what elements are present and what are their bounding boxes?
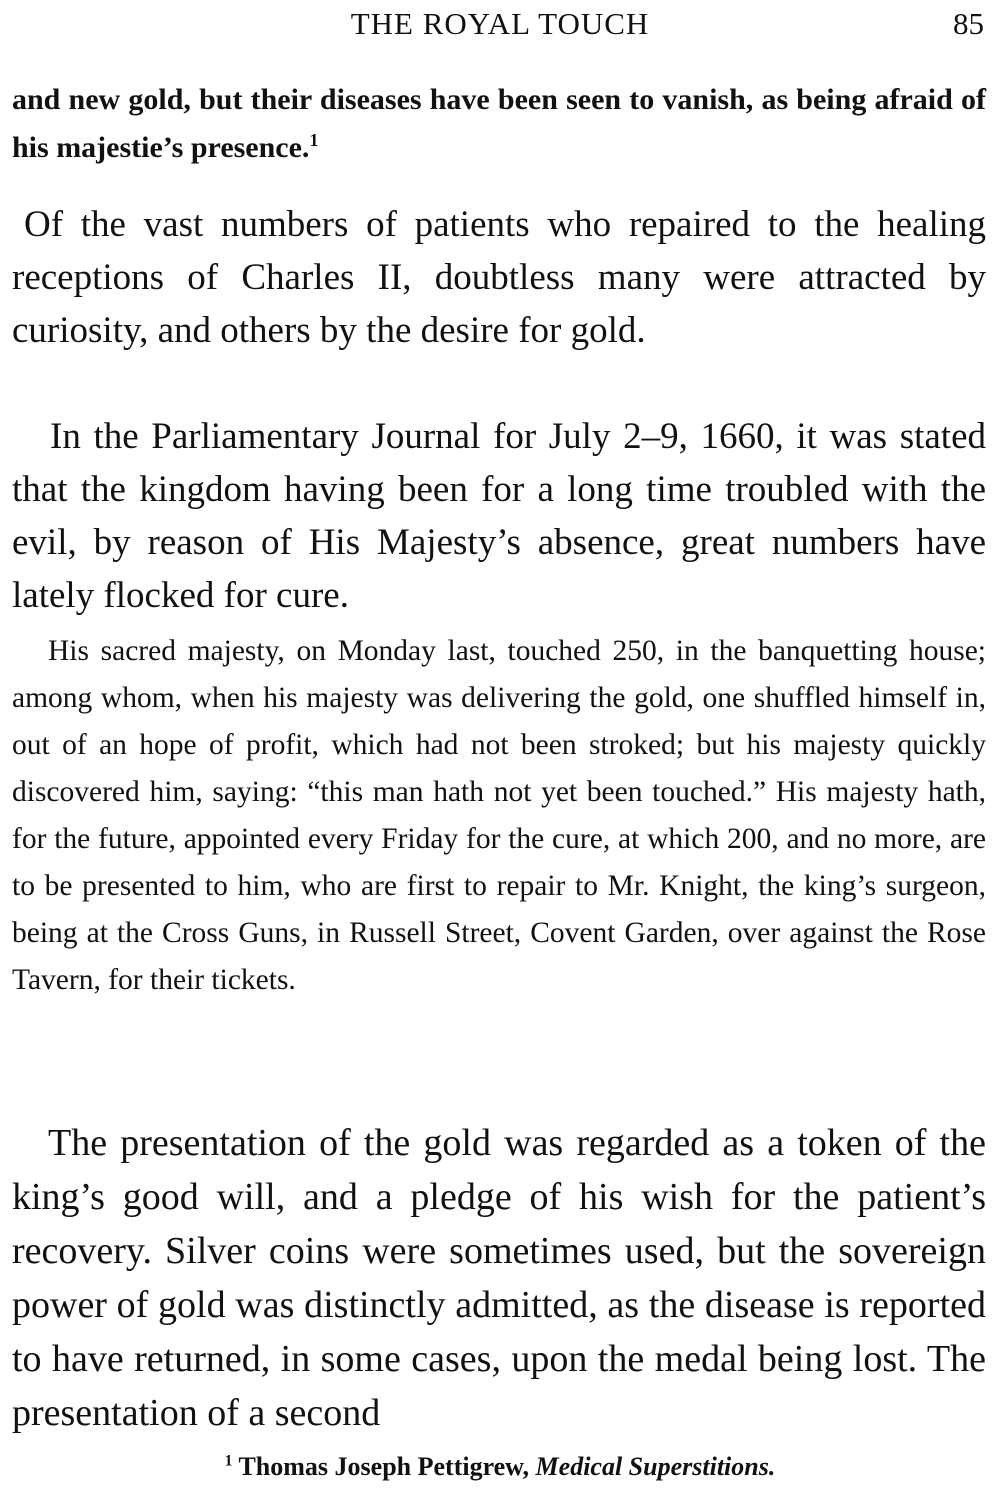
paragraph-charles-ii: Of the vast numbers of patients who repaired to the healing receptions of Charles II, doubtless many were attracted by curiosity, and others by the desire for gold. [12,204,986,351]
paragraph-parliamentary-journal: In the Parliamentary Journal for July 2–9, 1660, it was stated that the kingdom having been for a long time troubled with the evil, by reason of His Majesty’s absence, great numbers have lately flocked for cure. [12,416,986,616]
footnote-author: Thomas Joseph Pettigrew, [238,1452,530,1481]
block-quote: His sacred majesty, on Monday last, touched 250, in the banquetting house; among whom, when his majesty was delivering the gold, one shuffled himself in, out of an hope of profit, which had not been stroked; but his majesty quickly discovered him, saying: “this man hath not yet been touched.” His majesty hath, for the future, appointed every Friday for the cure, at which 200, and no more, are to be presented to him, who are first to repair to Mr. Knight, the king’s surgeon, being at the Cross Guns, in Russell Street, Covent Garden, over against the Rose Tavern, for their tickets. [12,635,986,996]
page-header [0,4,1000,44]
footnote [0,1452,1000,1482]
intro-paragraph [12,76,986,172]
running-title: THE ROYAL TOUCH [350,6,650,41]
footnote-work-title: Medical Superstitions. [535,1452,776,1481]
footnote-reference: 1 [309,130,319,150]
paragraph-presentation-of-gold: The presentation of the gold was regarded as a token of the king’s good will, and a pledge of his wish for the patient’s recovery. Silver coins were sometimes used, but the sovereign power of gold was distinctly admitted, as the disease is reported to have returned, in some cases, upon the medal being lost. The presentation of a second [12,1122,986,1434]
intro-text: and new gold, but their diseases have been seen to vanish, as being afraid of his majestie’s presence. [12,83,986,164]
footnote-marker: 1 [224,1452,233,1470]
page-number: 85 [953,6,984,41]
